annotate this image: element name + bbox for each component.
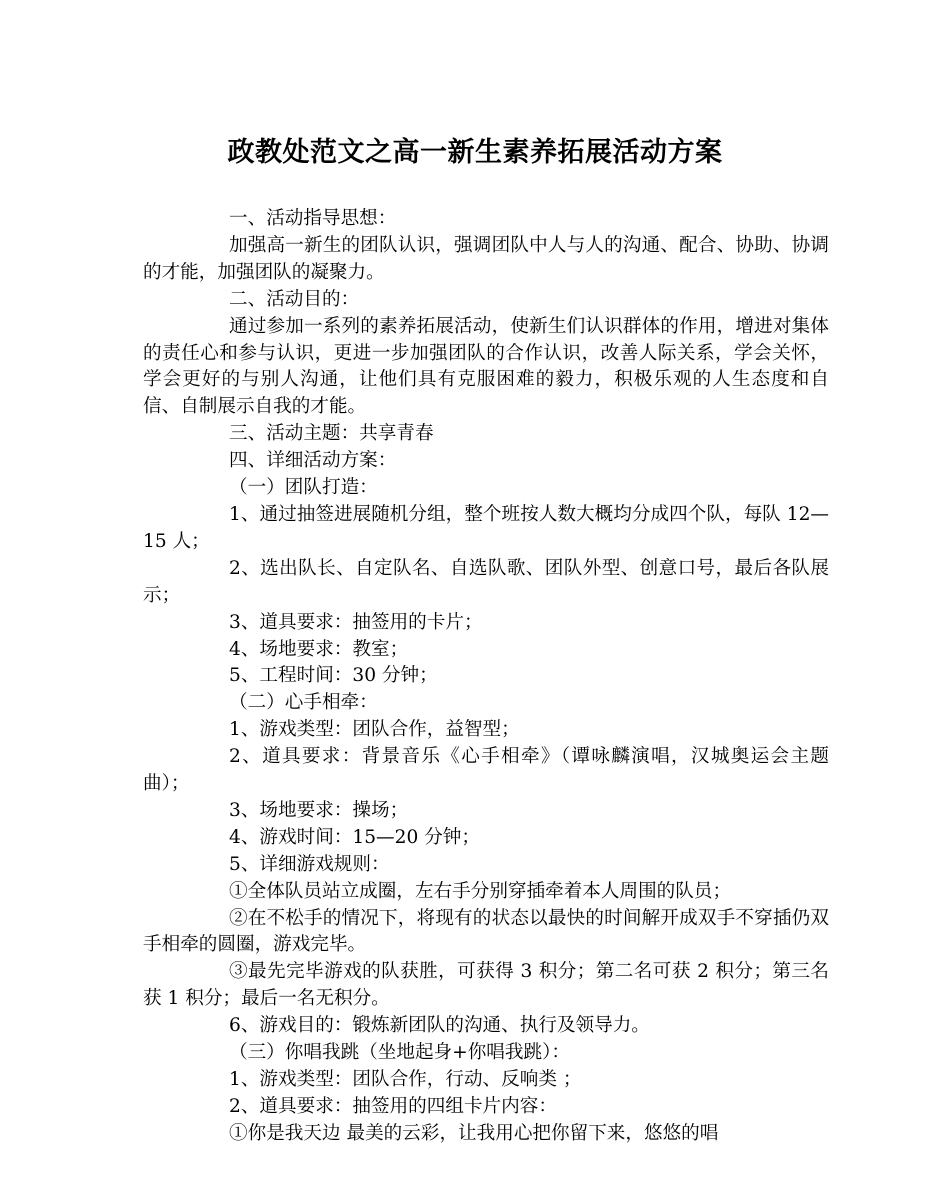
paragraph: 1、游戏类型：团队合作，益智型； <box>229 719 520 741</box>
paragraph: 2、选出队长、自定队名、自选队歌、团队外型、创意口号，最后各队展示； <box>143 557 829 606</box>
paragraph: 3、道具要求：抽签用的卡片； <box>229 611 483 633</box>
paragraph: 1、通过抽签进展随机分组，整个班按人数大概均分成四个队，每队 12—15 人； <box>143 503 829 552</box>
paragraph: ③最先完毕游戏的队获胜，可获得 3 积分；第二名可获 2 积分；第三名获 1 积分；最后一名无积分。 <box>143 961 829 1010</box>
paragraph: 二、活动目的： <box>229 288 360 310</box>
paragraph: 6、游戏目的：锻炼新团队的沟通、执行及领导力。 <box>229 1015 650 1037</box>
paragraph: ①全体队员站立成圈，左右手分别穿插牵着本人周围的队员； <box>229 880 732 902</box>
paragraph: 一、活动指导思想： <box>229 208 397 229</box>
paragraph: 2、道具要求：背景音乐《心手相牵》（谭咏麟演唱，汉城奥运会主题曲）； <box>143 746 829 795</box>
paragraph: 三、活动主题：共享青春 <box>229 423 434 445</box>
paragraph: 3、场地要求：操场； <box>229 799 409 821</box>
paragraph: （一）团队打造： <box>229 477 378 499</box>
paragraph: 2、道具要求：抽签用的四组卡片内容： <box>229 1095 557 1117</box>
paragraph: 4、游戏时间：15—20 分钟； <box>229 826 480 848</box>
paragraph: 加强高一新生的团队认识，强调团队中人与人的沟通、配合、协助、协调的才能，加强团队的凝聚力。 <box>143 234 829 283</box>
document-title: 政教处范文之高一新生素养拓展活动方案 <box>227 137 723 168</box>
paragraph: 5、详细游戏规则： <box>229 853 390 875</box>
paragraph: 4、场地要求：教室； <box>229 638 409 660</box>
paragraph: ②在不松手的情况下，将现有的状态以最快的时间解开成双手不穿插仍双手相牵的圆圈，游戏完毕。 <box>143 907 829 956</box>
paragraph: 四、详细活动方案： <box>229 450 397 472</box>
paragraph: ①你是我天边 最美的云彩，让我用心把你留下来，悠悠的唱 <box>229 1122 719 1144</box>
document-body <box>143 206 829 1148</box>
paragraph: （三）你唱我跳（坐地起身+你唱我跳）： <box>229 1042 570 1064</box>
paragraph: （二）心手相牵： <box>229 692 378 714</box>
paragraph: 5、工程时间：30 分钟； <box>229 665 438 687</box>
paragraph: 1、游戏类型：团队合作，行动、反响类 ； <box>229 1069 582 1090</box>
paragraph: 通过参加一系列的素养拓展活动，使新生们认识群体的作用，增进对集体的责任心和参与认识，更进一步加强团队的合作认识，改善人际关系，学会关怀，学会更好的与别人沟通，让他们具有克服困难的毅力，积极乐观的人生态度和自信、自制展示自我的才能。 <box>143 315 829 418</box>
